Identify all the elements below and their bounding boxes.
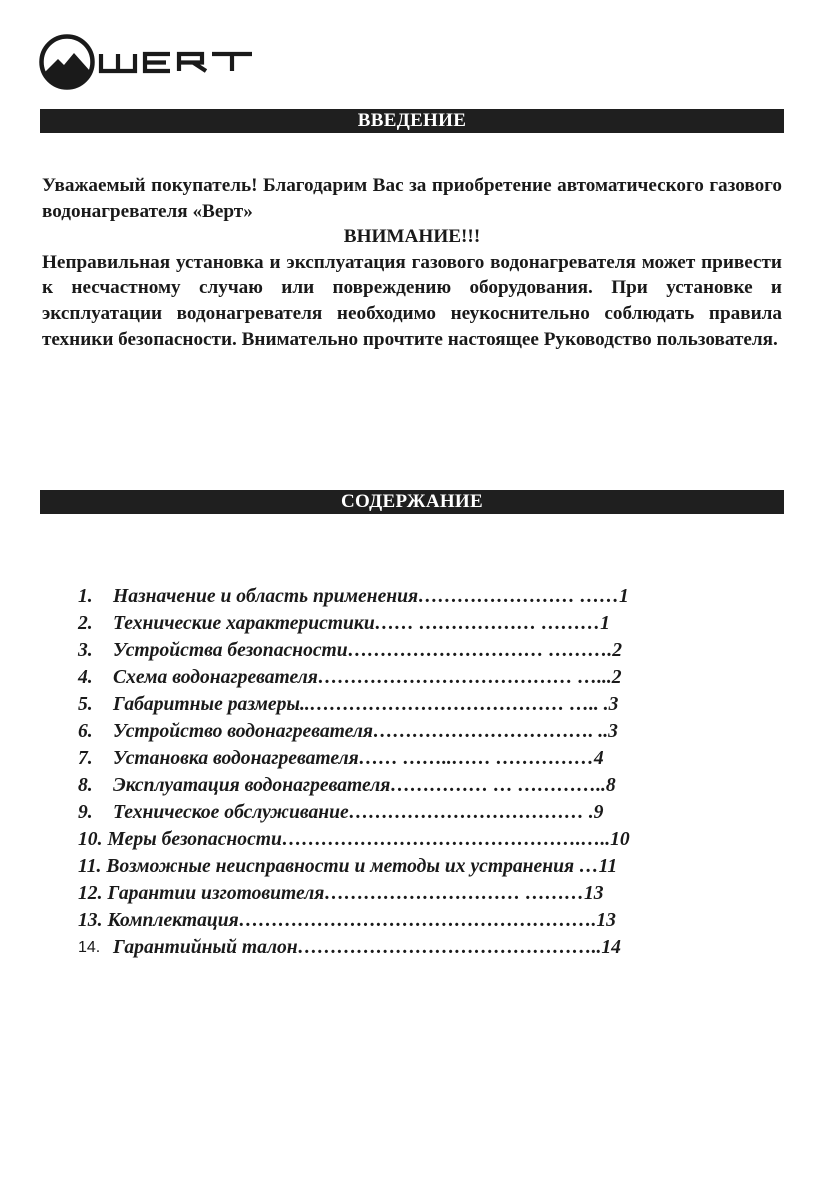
intro-text xyxy=(42,173,782,352)
toc-item xyxy=(78,745,778,772)
toc-item-text: Технические характеристики…… ……………… ………1 xyxy=(113,613,610,634)
toc-item-text: Комплектация……………………………………………….13 xyxy=(107,910,616,931)
toc-item-number: 12. xyxy=(78,883,103,904)
toc-item xyxy=(78,583,778,610)
toc-item xyxy=(78,718,778,745)
toc-item-number: 6. xyxy=(78,721,93,742)
toc-item xyxy=(78,799,778,826)
toc-item xyxy=(78,907,778,934)
toc-item-number: 2. xyxy=(78,613,93,634)
toc-item-text: Возможные неисправности и методы их устранения …11 xyxy=(106,856,618,877)
intro-title-bar xyxy=(40,109,784,133)
toc-item xyxy=(78,934,778,961)
toc-item-number: 5. xyxy=(78,694,93,715)
toc-item xyxy=(78,826,778,853)
toc-item xyxy=(78,772,778,799)
toc-item xyxy=(78,691,778,718)
toc-item-text: Меры безопасности……………………………………….…..10 xyxy=(107,829,630,850)
toc-item-text: Схема водонагревателя………………………………… …...2 xyxy=(113,667,622,688)
toc-item-number: 4. xyxy=(78,667,93,688)
toc-item-number: 3. xyxy=(78,640,93,661)
toc-item-number: 11. xyxy=(78,856,102,877)
toc-item-text: Установка водонагревателя…… ……..…… ……………4 xyxy=(113,748,604,769)
toc-item-text: Гарантии изготовителя………………………… ………13 xyxy=(107,883,604,904)
toc-item-number: 1. xyxy=(78,586,93,607)
toc-item xyxy=(78,664,778,691)
toc-item-number: 14. xyxy=(78,939,101,956)
toc-item-text: Назначение и область применения…………………… ……1 xyxy=(113,586,629,607)
toc-item-number: 7. xyxy=(78,748,93,769)
toc-item-number: 9. xyxy=(78,802,93,823)
toc-item xyxy=(78,610,778,637)
toc-item-number: 8. xyxy=(78,775,93,796)
toc-item xyxy=(78,880,778,907)
wert-logo xyxy=(38,33,258,93)
attention-title: ВНИМАНИЕ!!! xyxy=(343,226,481,248)
toc-item-number: 10. xyxy=(78,829,103,850)
toc-item xyxy=(78,853,778,880)
toc-item xyxy=(78,637,778,664)
table-of-contents xyxy=(78,583,778,961)
toc-item-text: Устройство водонагревателя……………………………. ..3 xyxy=(113,721,618,742)
toc-item-text: Габаритные размеры..………………………………… ….. .3 xyxy=(113,694,619,715)
toc-title-bar xyxy=(40,490,784,514)
intro-greeting: Уважаемый покупатель! Благодарим Вас за приобретение автоматического газового водонагревателя «Верт» xyxy=(42,175,782,222)
toc-item-text: Гарантийный талон………………………………………..14 xyxy=(113,937,621,958)
toc-item-text: Эксплуатация водонагревателя…………… … …………..8 xyxy=(113,775,616,796)
toc-item-text: Техническое обслуживание……………………………… .9 xyxy=(113,802,604,823)
intro-warning: Неправильная установка и эксплуатация газового водонагревателя может привести к несчастному случаю или повреждению оборудования. При установке и эксплуатации водонагревателя необходимо неукоснительно соблюдать правила техники безопасности. Внимательно прочтите настоящее Руководство пользователя. xyxy=(42,251,782,350)
intro-title: ВВЕДЕНИЕ xyxy=(357,110,467,131)
wert-logo-mark xyxy=(38,33,258,93)
toc-item-number: 13. xyxy=(78,910,103,931)
toc-title: СОДЕРЖАНИЕ xyxy=(341,491,483,512)
toc-item-text: Устройства безопасности………………………… ……….2 xyxy=(113,640,623,661)
